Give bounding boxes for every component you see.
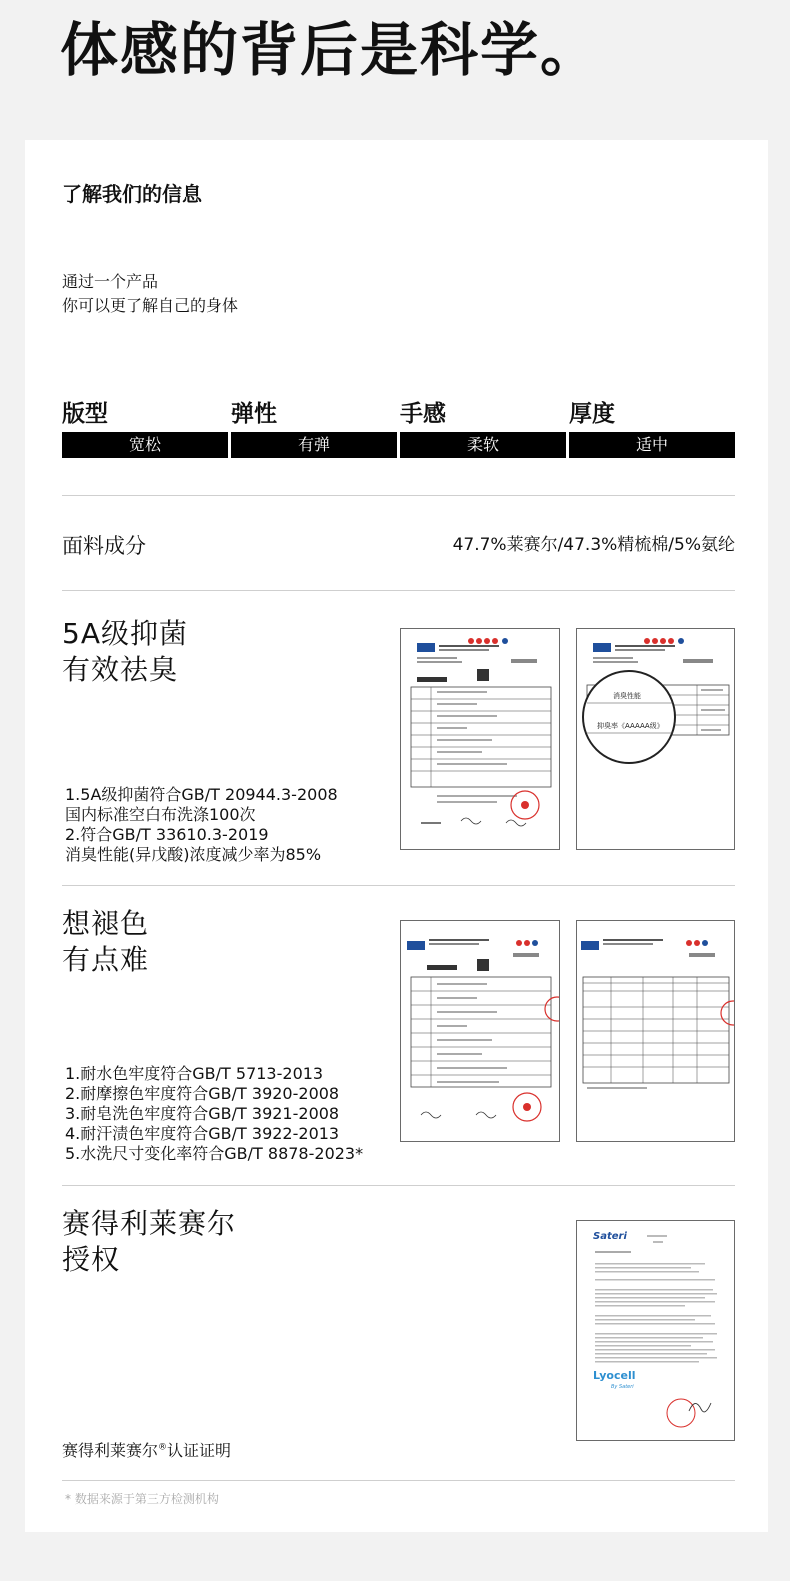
sateri-certificate-image: [576, 1220, 735, 1441]
desc-line: 1.耐水色牢度符合GB/T 5713-2013: [65, 1064, 324, 1083]
attribute-value: 有弹: [231, 432, 397, 458]
magnifier-label: 消臭性能: [613, 692, 641, 700]
desc-line: 1.5A级抑菌符合GB/T 20944.3-2008: [65, 785, 338, 804]
desc-line: 消臭性能(异戊酸)浓度减少率为85%: [65, 845, 322, 864]
intro-line-2: 你可以更了解自己的身体: [62, 296, 239, 315]
fabric-label: 面料成分: [62, 534, 146, 558]
colorfast-title: [62, 906, 149, 978]
attribute-value: 适中: [569, 432, 735, 458]
antibacterial-report-image: [400, 628, 560, 850]
certificate-caption: [62, 1438, 231, 1461]
attribute-label: 手感: [400, 401, 446, 427]
info-intro: [62, 270, 238, 318]
magnifier-value: 抑臭率《AAAAA级》: [597, 722, 664, 730]
antibacterial-title: [62, 616, 188, 688]
colorfast-title-line-2: 有点难: [62, 943, 150, 976]
divider: [62, 1185, 735, 1186]
info-title: 了解我们的信息: [62, 182, 202, 206]
desc-line: 3.耐皂洗色牢度符合GB/T 3921-2008: [65, 1104, 340, 1123]
colorfast-report-image-2: [576, 920, 735, 1142]
sateri-logo: Sateri: [593, 1231, 627, 1242]
divider: [62, 1480, 735, 1481]
intro-line-1: 通过一个产品: [62, 272, 159, 291]
license-title-line-1: 赛得利莱赛尔: [62, 1207, 237, 1240]
attribute-label: 弹性: [231, 401, 277, 427]
desc-line: 2.耐摩擦色牢度符合GB/T 3920-2008: [65, 1084, 340, 1103]
fabric-value: 47.7%莱赛尔/47.3%精梳棉/5%氨纶: [452, 535, 735, 555]
caption-text: 赛得利莱赛尔: [62, 1441, 159, 1460]
attribute-elasticity: [231, 398, 397, 458]
colorfast-description: [65, 1064, 363, 1164]
attribute-label: 厚度: [569, 401, 615, 427]
license-title-line-2: 授权: [62, 1243, 121, 1276]
antibacterial-description: [65, 785, 338, 865]
deodorant-report-image: [576, 628, 735, 850]
attribute-feel: [400, 398, 566, 458]
attribute-fit: [62, 398, 228, 458]
divider: [62, 495, 735, 496]
attribute-value: 柔软: [400, 432, 566, 458]
desc-line: 国内标准空白布洗涤100次: [65, 805, 256, 824]
divider: [62, 885, 735, 886]
desc-line: 5.水洗尺寸变化率符合GB/T 8878-2023*: [65, 1144, 364, 1163]
attribute-value: 宽松: [62, 432, 228, 458]
antibacterial-title-line-1: 5A级抑菌: [62, 617, 188, 650]
lyocell-logo: Lyocell: [593, 1369, 636, 1382]
attribute-label: 版型: [62, 401, 108, 427]
footnote: * 数据来源于第三方检测机构: [65, 1492, 219, 1506]
divider: [62, 590, 735, 591]
license-title: [62, 1206, 236, 1278]
antibacterial-title-line-2: 有效祛臭: [62, 653, 179, 686]
colorfast-title-line-1: 想褪色: [62, 907, 150, 940]
colorfast-report-image-1: [400, 920, 560, 1142]
info-card: [25, 140, 768, 1532]
registered-mark: ®: [158, 1442, 168, 1453]
attribute-thickness: [569, 398, 735, 458]
page-headline: 体感的背后是科学。: [60, 16, 601, 84]
desc-line: 2.符合GB/T 33610.3-2019: [65, 825, 269, 844]
lyocell-logo-sub: By Sateri: [611, 1384, 634, 1390]
caption-text: 认证证明: [167, 1441, 232, 1460]
desc-line: 4.耐汗渍色牢度符合GB/T 3922-2013: [65, 1124, 340, 1143]
